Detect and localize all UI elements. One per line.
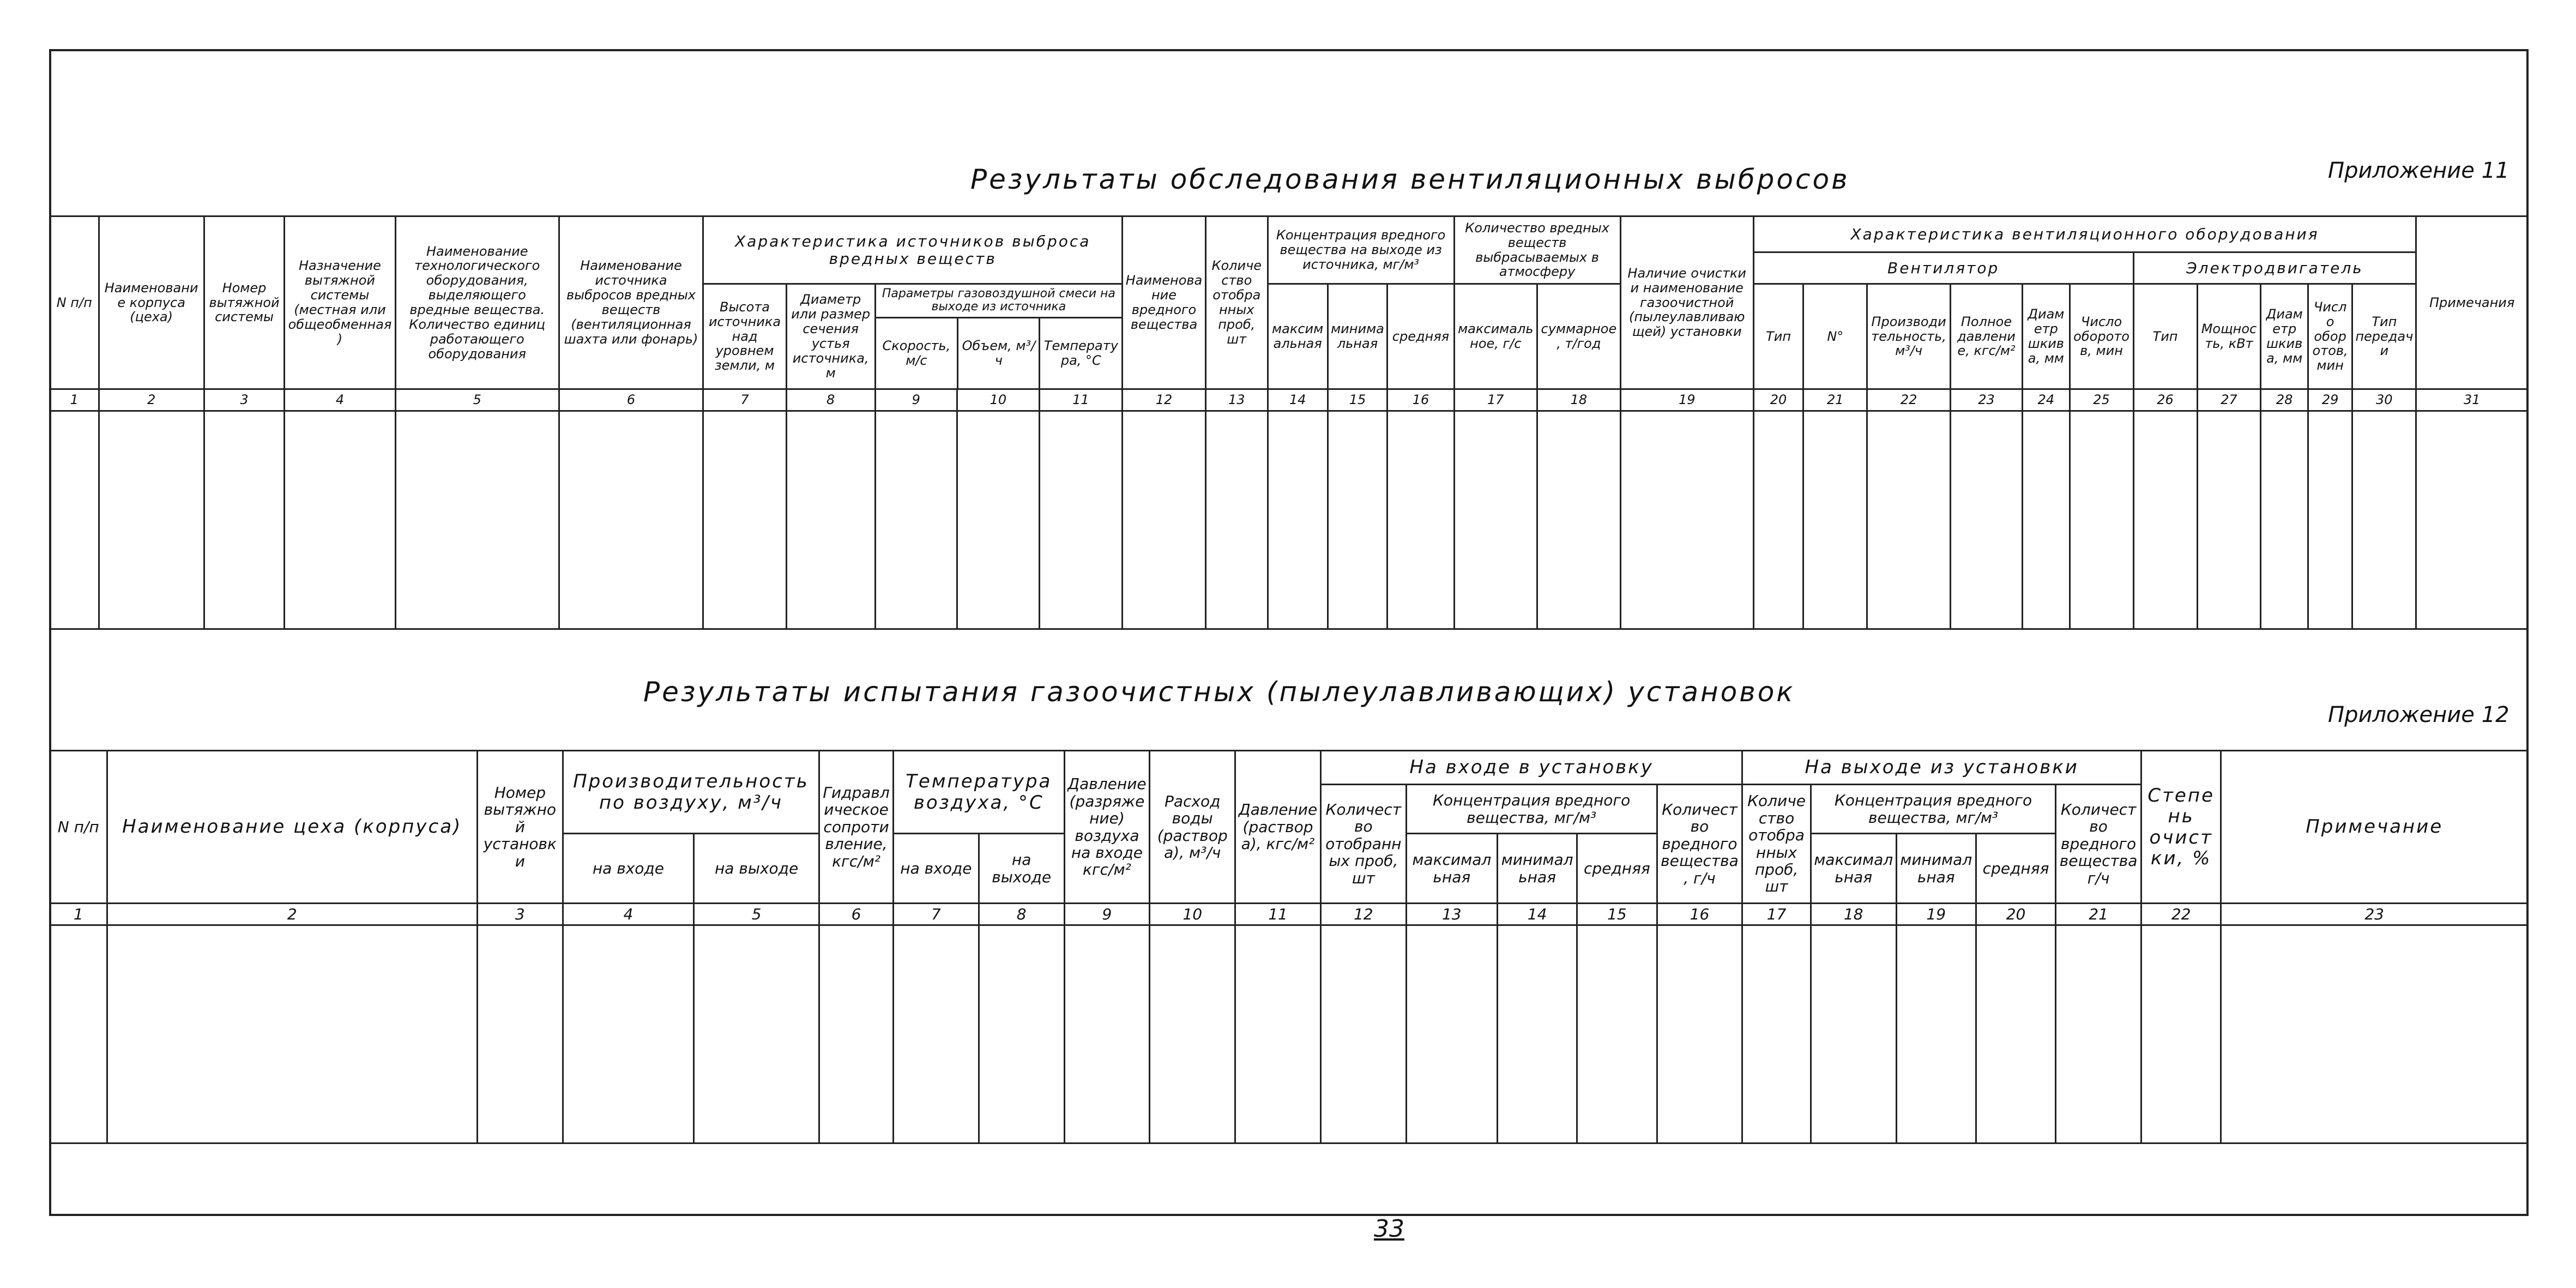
t2-col-19-header: минимальная [1896, 834, 1976, 904]
table1-empty-cell [703, 411, 787, 629]
table2-title: Результаты испытания газоочистных (пылеулавливающих) установок [643, 676, 1795, 708]
t2-col-7-header: на входе [893, 834, 979, 904]
t2-col-8-header: на выходе [979, 834, 1064, 904]
table1-column-number: 14 [1268, 389, 1328, 411]
table2-empty-cell [1064, 925, 1150, 1143]
table2-empty-cell [477, 925, 563, 1143]
table2-column-number: 5 [694, 904, 819, 925]
table2-empty-cell [563, 925, 693, 1143]
table1-column-number: 26 [2133, 389, 2197, 411]
t2-col-13-header: максимальная [1406, 834, 1497, 904]
table1-empty-cell [559, 411, 703, 629]
table2-empty-cell [1497, 925, 1577, 1143]
t2-col-22-header: Степень очистки, % [2141, 751, 2221, 904]
table1-column-number: 9 [875, 389, 957, 411]
table1-column-number: 16 [1387, 389, 1454, 411]
table2-column-number: 21 [2056, 904, 2141, 925]
table1-column-number: 11 [1039, 389, 1123, 411]
table1-empty-cell [2133, 411, 2197, 629]
table1-empty-cell [957, 411, 1040, 629]
t2-col-1-header: N п/п [50, 751, 107, 904]
table1-column-number: 17 [1454, 389, 1537, 411]
table2-empty-row [50, 925, 2528, 1143]
table1-column-number: 5 [395, 389, 559, 411]
col-9-header: Скорость, м/с [876, 317, 958, 388]
table1-column-number: 22 [1867, 389, 1951, 411]
table2-empty-cell [1742, 925, 1811, 1143]
table1-column-number: 18 [1537, 389, 1621, 411]
t2-col-16-header: Количество вредного вещества, г/ч [1657, 785, 1742, 904]
table2-empty-cell [893, 925, 979, 1143]
table1-empty-cell [1803, 411, 1867, 629]
t2-group-conc-out-header: Концентрация вредного вещества, мг/м³ [1811, 785, 2055, 834]
t2-col-2-header: Наименование цеха (корпуса) [107, 751, 477, 904]
table2-empty-cell [2221, 925, 2528, 1143]
table1-column-number: 12 [1123, 389, 1206, 411]
table2-column-numbers-row [50, 904, 2528, 925]
table1-empty-cell [1387, 411, 1454, 629]
table1-column-number: 13 [1205, 389, 1268, 411]
table2-empty-cell [1406, 925, 1497, 1143]
table2-empty-cell [819, 925, 894, 1143]
col-31-header: Примечания [2416, 216, 2528, 389]
col-26-header: Тип [2133, 284, 2197, 389]
table1-empty-cell [1328, 411, 1387, 629]
table1-column-number: 27 [2197, 389, 2261, 411]
table2-column-number: 16 [1657, 904, 1742, 925]
col-18-header: суммарное, т/год [1537, 284, 1621, 389]
table1-empty-cell [2416, 411, 2528, 629]
page-number: 33 [1374, 1215, 1404, 1243]
col-1-header: N п/п [50, 216, 99, 389]
col-16-header: средняя [1387, 284, 1454, 389]
table1-column-number: 6 [559, 389, 703, 411]
table2-empty-cell [1235, 925, 1321, 1143]
group-amount-header: Количество вредных веществ выбрасываемых в атмосферу [1454, 216, 1620, 284]
table1-empty-cell [786, 411, 875, 629]
table2-empty-cell [1811, 925, 1896, 1143]
table1-empty-cell [1205, 411, 1268, 629]
table1-column-number: 10 [957, 389, 1040, 411]
t2-col-12-header: Количество отобранных проб, шт [1320, 785, 1406, 904]
table2-empty-cell [694, 925, 819, 1143]
table2-column-number: 13 [1406, 904, 1497, 925]
table2-column-number: 1 [50, 904, 107, 925]
col-7-header: Высота источника над уровнем земли, м [703, 284, 787, 389]
table2-column-number: 23 [2221, 904, 2528, 925]
table2-column-number: 10 [1150, 904, 1235, 925]
table2-column-number: 3 [477, 904, 563, 925]
t2-col-14-header: минимальная [1497, 834, 1577, 904]
col-25-header: Число оборотов, мин [2070, 284, 2133, 389]
table1-column-number: 25 [2070, 389, 2133, 411]
table1-empty-cell [2070, 411, 2133, 629]
col-10-header: Объем, м³/ч [958, 317, 1040, 388]
table2-appendix: Приложение 12 [2328, 702, 2509, 727]
table1-empty-cell [2308, 411, 2352, 629]
table1-empty-cell [1753, 411, 1803, 629]
col-17-header: максимальное, г/с [1454, 284, 1537, 389]
table1-empty-cell [2261, 411, 2308, 629]
table1-empty-cell [2352, 411, 2416, 629]
table1-column-numbers-row [50, 389, 2528, 411]
table2-empty-cell [1976, 925, 2055, 1143]
col-23-header: Полное давление, кгс/м² [1950, 284, 2022, 389]
group-gas-header: Параметры газовоздушной смеси на выходе из источника [876, 285, 1122, 317]
group-gas-subtable [876, 285, 1122, 388]
group-concentration-header: Концентрация вредного вещества на выходе из источника, мг/м³ [1268, 216, 1454, 284]
table1-column-number: 19 [1620, 389, 1753, 411]
table1-ventilation-emissions [49, 215, 2529, 630]
t2-group-outlet-header: На выходе из установки [1742, 751, 2141, 785]
table2-column-number: 19 [1896, 904, 1976, 925]
table2-column-number: 22 [2141, 904, 2221, 925]
table1-column-number: 1 [50, 389, 99, 411]
table2-column-number: 4 [563, 904, 693, 925]
t2-col-11-header: Давление (раствора), кгс/м² [1235, 751, 1321, 904]
table2-column-number: 2 [107, 904, 477, 925]
table2-empty-cell [979, 925, 1064, 1143]
table1-column-number: 8 [786, 389, 875, 411]
table1-column-number: 31 [2416, 389, 2528, 411]
table2-empty-cell [1577, 925, 1657, 1143]
t2-col-17-header: Количество отобранных проб, шт [1742, 785, 1811, 904]
table2-empty-cell [1320, 925, 1406, 1143]
t2-group-inlet-header: На входе в установку [1320, 751, 1742, 785]
t2-col-15-header: средняя [1577, 834, 1657, 904]
table1-empty-cell [1268, 411, 1328, 629]
table1-empty-cell [1620, 411, 1753, 629]
t2-col-18-header: максимальная [1811, 834, 1896, 904]
table2-column-number: 6 [819, 904, 894, 925]
table1-column-number: 3 [204, 389, 284, 411]
col-8-header: Диаметр или размер сечения устья источника, м [786, 284, 875, 389]
table1-column-number: 29 [2308, 389, 2352, 411]
group-equipment-header: Характеристика вентиляционного оборудования [1753, 216, 2416, 252]
t2-col-9-header: Давление (разряжение) воздуха на входе кгс/м² [1064, 751, 1150, 904]
table2-column-number: 11 [1235, 904, 1321, 925]
t2-col-4-header: на входе [563, 834, 693, 904]
col-22-header: Производительность, м³/ч [1867, 284, 1951, 389]
table1-empty-cell [395, 411, 559, 629]
group-source-header: Характеристика источников выброса вредных веществ [703, 216, 1123, 284]
table1-column-number: 15 [1328, 389, 1387, 411]
table1-empty-cell [285, 411, 395, 629]
table1-column-number: 7 [703, 389, 787, 411]
col-30-header: Тип передачи [2352, 284, 2416, 389]
table2-column-number: 12 [1320, 904, 1406, 925]
col-20-header: Тип [1753, 284, 1803, 389]
col-28-header: Диаметр шкива, мм [2261, 284, 2308, 389]
table1-column-number: 4 [285, 389, 395, 411]
table1-column-number: 21 [1803, 389, 1867, 411]
t2-col-6-header: Гидравлическое сопротивление, кгс/м² [819, 751, 894, 904]
table2-column-number: 8 [979, 904, 1064, 925]
t2-col-23-header: Примечание [2221, 751, 2528, 904]
table1-column-number: 24 [2023, 389, 2070, 411]
col-29-header: Число оборотов, мин [2308, 284, 2352, 389]
t2-group-conc-in-header: Концентрация вредного вещества, мг/м³ [1406, 785, 1657, 834]
table1-empty-row [50, 411, 2528, 629]
table2-empty-cell [2141, 925, 2221, 1143]
table1-empty-cell [1039, 411, 1123, 629]
table2-gas-cleaning-tests [49, 750, 2529, 1144]
col-19-header: Наличие очистки и наименование газоочистной (пылеулавливающей) установки [1620, 216, 1753, 389]
table2-empty-cell [2056, 925, 2141, 1143]
table1-column-number: 2 [99, 389, 204, 411]
table1-empty-cell [1123, 411, 1206, 629]
table1-empty-cell [2197, 411, 2261, 629]
t2-col-10-header: Расход воды (раствора), м³/ч [1150, 751, 1235, 904]
table1-column-number: 30 [2352, 389, 2416, 411]
table2-column-number: 17 [1742, 904, 1811, 925]
table1-column-number: 28 [2261, 389, 2308, 411]
table1-empty-cell [1950, 411, 2022, 629]
table1-column-number: 23 [1950, 389, 2022, 411]
col-13-header: Количество отобранных проб, шт [1205, 216, 1268, 389]
table2-column-number: 9 [1064, 904, 1150, 925]
group-motor-header: Электродвигатель [2133, 252, 2416, 284]
col-4-header: Назначение вытяжной системы (местная или общеобменная) [285, 216, 395, 389]
table2-column-number: 18 [1811, 904, 1896, 925]
col-3-header: Номер вытяжной системы [204, 216, 284, 389]
table1-empty-cell [1537, 411, 1621, 629]
table1-empty-cell [1867, 411, 1951, 629]
col-14-header: максимальная [1268, 284, 1328, 389]
col-27-header: Мощность, кВт [2197, 284, 2261, 389]
col-2-header: Наименование корпуса (цеха) [99, 216, 204, 389]
table2-column-number: 7 [893, 904, 979, 925]
t2-group-productivity-header: Производительность по воздуху, м³/ч [563, 751, 819, 834]
table1-appendix: Приложение 11 [2328, 158, 2509, 183]
col-24-header: Диаметр шкива, мм [2023, 284, 2070, 389]
t2-group-temperature-header: Температура воздуха, °С [893, 751, 1064, 834]
t2-col-20-header: средняя [1976, 834, 2055, 904]
col-6-header: Наименование источника выбросов вредных веществ (вентиляционная шахта или фонарь) [559, 216, 703, 389]
table1-empty-cell [1454, 411, 1537, 629]
col-5-header: Наименование технологического оборудования, выделяющего вредные вещества. Количество единиц работающего оборудования [395, 216, 559, 389]
col-12-header: Наименование вредного вещества [1123, 216, 1206, 389]
table2-column-number: 15 [1577, 904, 1657, 925]
col-11-header: Температура, °С [1043, 338, 1118, 368]
table1-empty-cell [99, 411, 204, 629]
table1-empty-cell [204, 411, 284, 629]
table2-empty-cell [107, 925, 477, 1143]
table1-title: Результаты обследования вентиляционных выбросов [970, 164, 1850, 195]
table2-column-number: 20 [1976, 904, 2055, 925]
table1-empty-cell [50, 411, 99, 629]
t2-col-5-header: на выходе [694, 834, 819, 904]
table2-empty-cell [1896, 925, 1976, 1143]
table2-empty-cell [1657, 925, 1742, 1143]
table1-column-number: 20 [1753, 389, 1803, 411]
table2-column-number: 14 [1497, 904, 1577, 925]
group-fan-header: Вентилятор [1753, 252, 2133, 284]
col-21-header: N° [1803, 284, 1867, 389]
table1-empty-cell [875, 411, 957, 629]
table2-empty-cell [50, 925, 107, 1143]
table2-empty-cell [1150, 925, 1235, 1143]
t2-col-21-header: Количество вредного вещества г/ч [2056, 785, 2141, 904]
group-gas-cell [875, 284, 1123, 389]
col-15-header: минимальная [1328, 284, 1387, 389]
t2-col-3-header: Номер вытяжной установки [477, 751, 563, 904]
table1-empty-cell [2023, 411, 2070, 629]
